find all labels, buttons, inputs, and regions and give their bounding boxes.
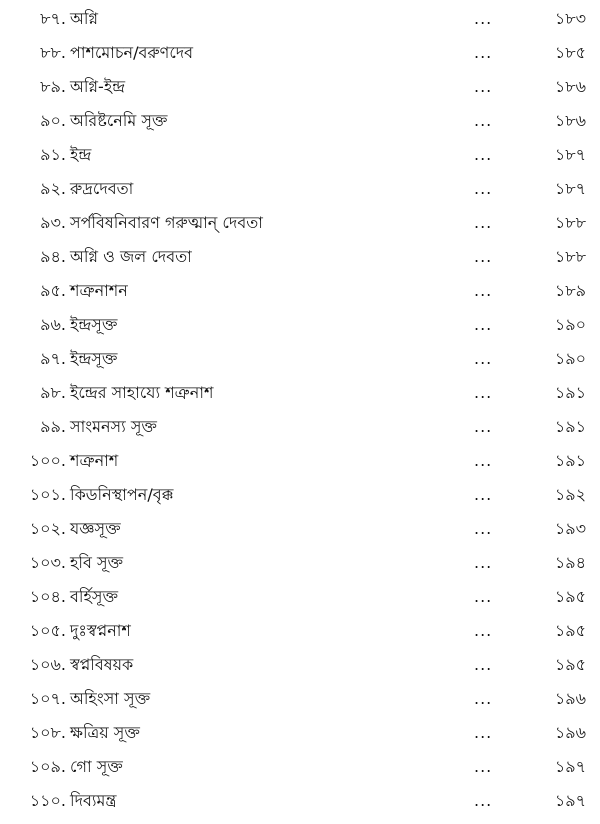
toc-entry xyxy=(0,376,600,410)
toc-entry xyxy=(0,682,600,716)
entry-title: যজ্ঞসূক্ত xyxy=(70,519,121,538)
entry-title: দিব্যমন্ত্র xyxy=(70,791,117,810)
entry-number: ৯৭. xyxy=(40,349,66,368)
entry-leader: ... xyxy=(474,9,493,28)
entry-leader: ... xyxy=(474,145,493,164)
toc-entry xyxy=(0,444,600,478)
toc-entry xyxy=(0,546,600,580)
entry-leader: ... xyxy=(474,417,493,436)
entry-leader: ... xyxy=(474,485,493,504)
entry-page: ১৯৫ xyxy=(554,621,586,640)
toc-entry xyxy=(0,342,600,376)
entry-leader: ... xyxy=(474,655,493,674)
entry-leader: ... xyxy=(474,349,493,368)
entry-title: বর্হিসূক্ত xyxy=(70,587,119,606)
entry-number: ৯১. xyxy=(40,145,66,164)
entry-leader: ... xyxy=(474,247,493,266)
entry-page: ১৯০ xyxy=(554,315,586,334)
entry-page: ১৯৫ xyxy=(554,587,586,606)
entry-leader: ... xyxy=(474,689,493,708)
entry-leader: ... xyxy=(474,553,493,572)
entry-number: ৮৮. xyxy=(40,43,66,62)
entry-number: ১০৩. xyxy=(29,553,66,572)
toc-entry xyxy=(0,70,600,104)
entry-page: ১৮৬ xyxy=(554,111,586,130)
entry-page: ১৯৬ xyxy=(554,723,586,742)
entry-leader: ... xyxy=(474,281,493,300)
entry-title: হবি সূক্ত xyxy=(70,553,124,572)
toc-entry xyxy=(0,172,600,206)
entry-number: ৯২. xyxy=(40,179,66,198)
entry-leader: ... xyxy=(474,519,493,538)
entry-number: ১০২. xyxy=(29,519,66,538)
entry-leader: ... xyxy=(474,179,493,198)
entry-page: ১৯১ xyxy=(554,451,586,470)
entry-title: সর্পবিষনিবারণ গরুত্মান্ দেবতা xyxy=(70,213,263,232)
entry-number: ১০৫. xyxy=(29,621,66,640)
entry-leader: ... xyxy=(474,383,493,402)
entry-page: ১৮৮ xyxy=(554,247,586,266)
entry-title: অগ্নি ও জল দেবতা xyxy=(70,247,192,266)
entry-number: ৯৮. xyxy=(40,383,66,402)
entry-title: ইন্দ্রসূক্ত xyxy=(70,315,118,334)
entry-title: শত্রুনাশ xyxy=(70,451,119,470)
entry-leader: ... xyxy=(474,213,493,232)
entry-page: ১৮৮ xyxy=(554,213,586,232)
entry-number: ৯৯. xyxy=(40,417,66,436)
toc-entry xyxy=(0,784,600,818)
entry-title: রুদ্রদেবতা xyxy=(70,179,134,198)
entry-title: শত্রুনাশন xyxy=(70,281,128,300)
toc-entry xyxy=(0,512,600,546)
entry-page: ১৯২ xyxy=(554,485,586,504)
entry-title: অগ্নি-ইন্দ্র xyxy=(70,77,126,96)
entry-title: ইন্দ্রের সাহায্যে শত্রুনাশ xyxy=(70,383,214,402)
entry-title: দুঃস্বপ্ননাশ xyxy=(70,621,131,640)
entry-title: পাশমোচন/বরুণদেব xyxy=(70,43,194,62)
entry-page: ১৯১ xyxy=(554,417,586,436)
entry-number: ৯৬. xyxy=(40,315,66,334)
entry-leader: ... xyxy=(474,77,493,96)
toc-entry xyxy=(0,240,600,274)
entry-leader: ... xyxy=(474,791,493,810)
entry-leader: ... xyxy=(474,315,493,334)
toc-entry xyxy=(0,750,600,784)
entry-page: ১৮৬ xyxy=(554,77,586,96)
entry-leader: ... xyxy=(474,723,493,742)
entry-number: ১০৯. xyxy=(29,757,66,776)
entry-leader: ... xyxy=(474,757,493,776)
entry-title: স্বপ্নবিষয়ক xyxy=(70,655,134,674)
entry-number: ১১০. xyxy=(29,791,66,810)
entry-number: ১০০. xyxy=(29,451,66,470)
entry-leader: ... xyxy=(474,621,493,640)
entry-page: ১৮৫ xyxy=(554,43,586,62)
entry-leader: ... xyxy=(474,111,493,130)
entry-page: ১৯৩ xyxy=(554,519,586,538)
toc-entry xyxy=(0,478,600,512)
entry-page: ১৯৪ xyxy=(554,553,586,572)
entry-page: ১৯০ xyxy=(554,349,586,368)
entry-number: ৯৫. xyxy=(40,281,66,300)
entry-number: ৮৯. xyxy=(40,77,66,96)
toc-entry xyxy=(0,206,600,240)
entry-title: ইন্দ্র xyxy=(70,145,92,164)
entry-title: ইন্দ্রসূক্ত xyxy=(70,349,118,368)
entry-number: ১০১. xyxy=(29,485,66,504)
entry-title: অহিংসা সূক্ত xyxy=(70,689,151,708)
entry-page: ১৮৭ xyxy=(554,179,586,198)
entry-leader: ... xyxy=(474,587,493,606)
entry-number: ৯০. xyxy=(40,111,66,130)
entry-leader: ... xyxy=(474,451,493,470)
entry-page: ১৯৫ xyxy=(554,655,586,674)
toc-entry xyxy=(0,410,600,444)
entry-page: ১৮৩ xyxy=(554,9,586,28)
toc-entry xyxy=(0,274,600,308)
toc-entry xyxy=(0,308,600,342)
entry-title: সাংমনস্য সূক্ত xyxy=(70,417,157,436)
entry-page: ১৮৯ xyxy=(554,281,586,300)
entry-page: ১৯৭ xyxy=(554,791,586,810)
toc-entry xyxy=(0,614,600,648)
entry-number: ৯৪. xyxy=(40,247,66,266)
entry-page: ১৯৭ xyxy=(554,757,586,776)
toc-entry xyxy=(0,580,600,614)
toc-entry xyxy=(0,648,600,682)
entry-page: ১৮৭ xyxy=(554,145,586,164)
toc-entry xyxy=(0,104,600,138)
toc-entry xyxy=(0,138,600,172)
entry-number: ১০৪. xyxy=(29,587,66,606)
entry-title: কিডনিস্থাপন/বৃক্ক xyxy=(70,485,174,504)
entry-number: ১০৮. xyxy=(29,723,66,742)
entry-number: ৮৭. xyxy=(40,9,66,28)
entry-title: অরিষ্টনেমি সূক্ত xyxy=(70,111,168,130)
entry-page: ১৯৬ xyxy=(554,689,586,708)
entry-page: ১৯১ xyxy=(554,383,586,402)
entry-number: ১০৬. xyxy=(29,655,66,674)
toc-entry xyxy=(0,36,600,70)
entry-leader: ... xyxy=(474,43,493,62)
toc-entry xyxy=(0,2,600,36)
toc-entry xyxy=(0,716,600,750)
entry-number: ৯৩. xyxy=(40,213,66,232)
entry-title: ক্ষত্রিয় সূক্ত xyxy=(70,723,140,742)
entry-title: গো সূক্ত xyxy=(70,757,123,776)
entry-title: অগ্নি xyxy=(70,9,99,28)
entry-number: ১০৭. xyxy=(29,689,66,708)
